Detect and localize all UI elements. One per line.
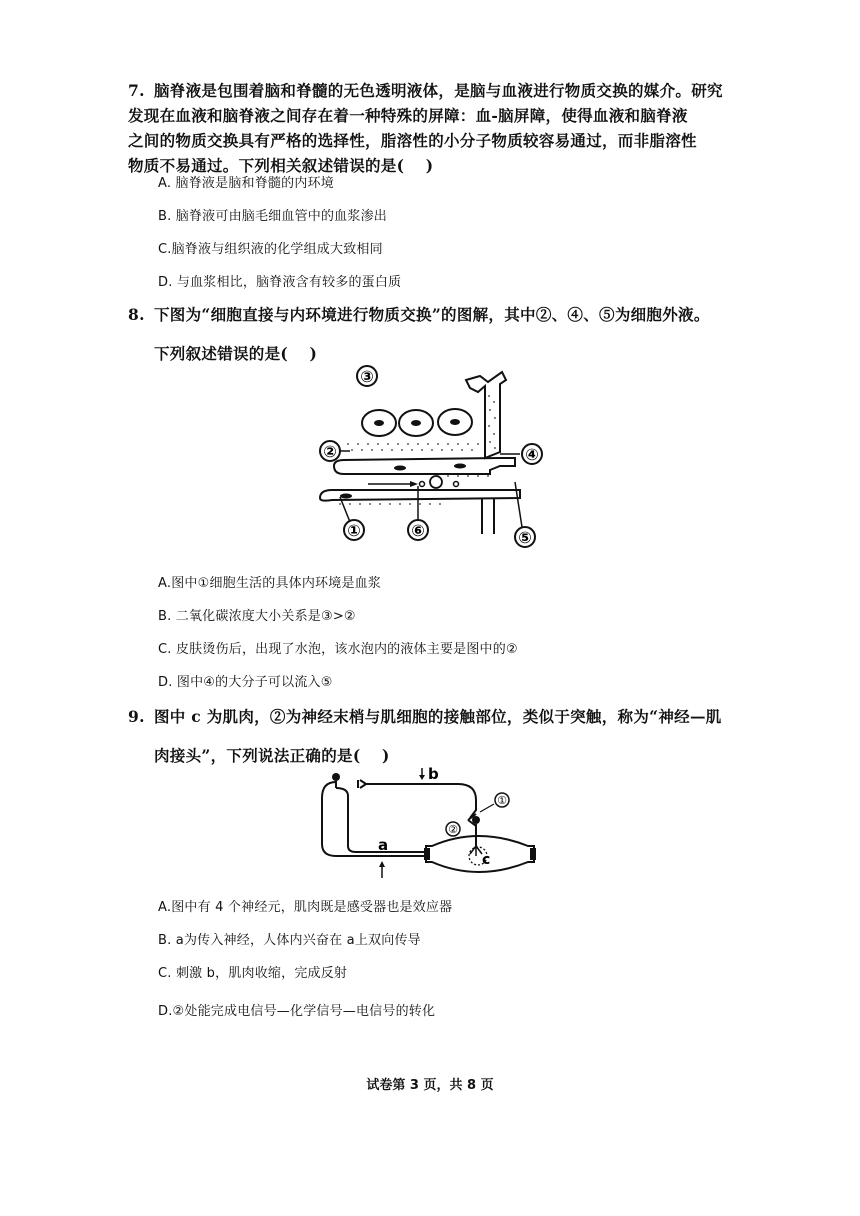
label-3: ③ xyxy=(360,367,374,386)
label-circle-1: ① xyxy=(497,794,507,807)
label-circle-2: ② xyxy=(448,823,458,836)
q9-option-c[interactable]: C. 刺激 b，肌肉收缩，完成反射 xyxy=(158,966,348,981)
q8-option-b[interactable]: B. 二氧化碳浓度大小关系是③>② xyxy=(158,609,356,624)
label-c: c xyxy=(482,852,491,868)
label-2: ② xyxy=(323,442,337,461)
question-8-stem: 8. 下图为“细胞直接与内环境进行物质交换”的图解，其中②、④、⑤为细胞外液。 下列叙述错误的是( ) xyxy=(128,302,748,366)
question-9-stem: 9. 图中 c 为肌肉，②为神经末梢与肌细胞的接触部位，类似于突触，称为“神经—肌 肉接头”，下列说法正确的是( ) xyxy=(128,704,748,768)
question-7-stem: 7. 脑脊液是包围着脑和脊髓的无色透明液体，是脑与血液进行物质交换的媒介。研究 发现在血液和脑脊液之间存在着一种特殊的屏障：血-脑屏障，使得血液和脑脊液 之间的物质交换具有严格的选择性，脂溶性的小分子物质较容易通过，而非脂溶性 物质不易通过。下列相关叙述错误的是( ) xyxy=(128,78,728,178)
cell-exchange-figure xyxy=(310,362,550,552)
q7-option-b[interactable]: B. 脑脊液可由脑毛细血管中的血浆渗出 xyxy=(158,209,387,224)
question-7-number: 7. xyxy=(128,81,145,100)
q8-option-a[interactable]: A.图中①细胞生活的具体内环境是血浆 xyxy=(158,576,382,591)
q8-option-c[interactable]: C. 皮肤烫伤后，出现了水泡，该水泡内的液体主要是图中的② xyxy=(158,642,518,657)
question-9 xyxy=(128,704,748,768)
label-5: ⑤ xyxy=(518,528,532,547)
neuromuscular-figure xyxy=(318,766,548,886)
q9-option-a[interactable]: A.图中有 4 个神经元，肌肉既是感受器也是效应器 xyxy=(158,900,453,915)
q9-option-b[interactable]: B. a为传入神经，人体内兴奋在 a上双向传导 xyxy=(158,933,421,948)
label-b: b xyxy=(428,766,439,783)
q8-option-d[interactable]: D. 图中④的大分子可以流入⑤ xyxy=(158,675,333,690)
question-7 xyxy=(128,78,728,178)
q7-option-a[interactable]: A. 脑脊液是脑和脊髓的内环境 xyxy=(158,176,334,191)
page-footer: 试卷第 3 页，共 8 页 xyxy=(366,1078,494,1093)
label-4: ④ xyxy=(525,445,539,464)
q7-option-c[interactable]: C.脑脊液与组织液的化学组成大致相同 xyxy=(158,242,383,257)
question-8 xyxy=(128,302,748,366)
question-9-number: 9. xyxy=(128,707,145,726)
q7-option-d[interactable]: D. 与血浆相比，脑脊液含有较多的蛋白质 xyxy=(158,275,402,290)
q9-option-d[interactable]: D.②处能完成电信号—化学信号—电信号的转化 xyxy=(158,1004,436,1019)
label-1: ① xyxy=(347,521,361,540)
label-a: a xyxy=(378,836,389,854)
question-8-number: 8. xyxy=(128,305,145,324)
label-6: ⑥ xyxy=(411,521,425,540)
